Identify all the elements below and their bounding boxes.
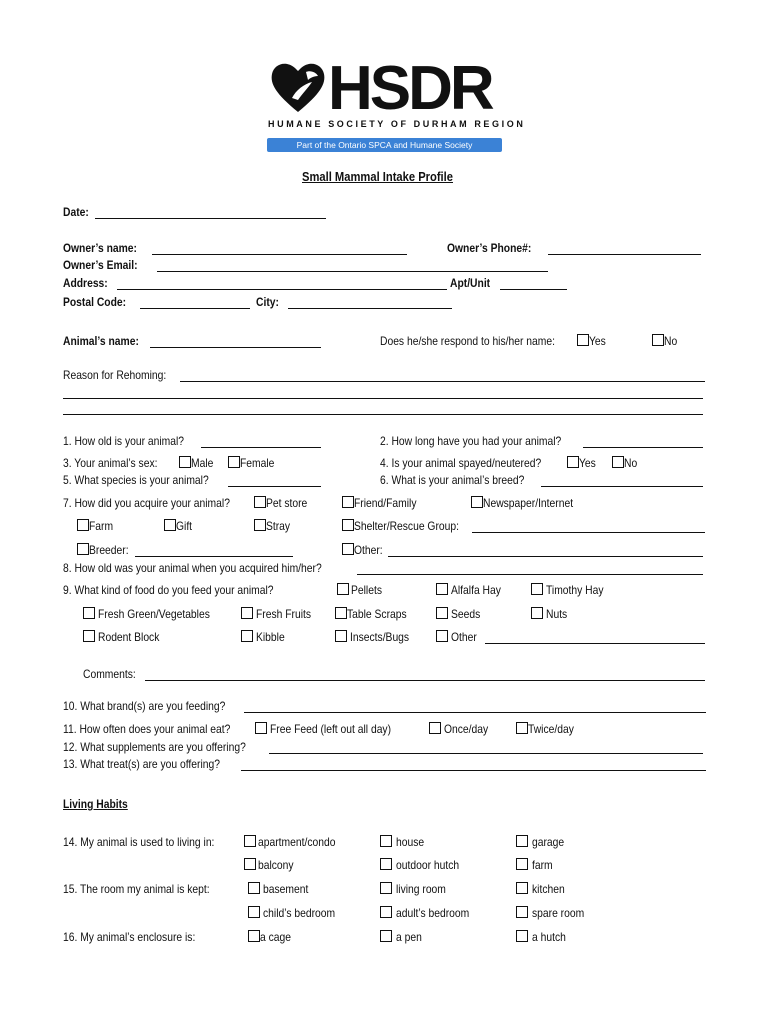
fresh-greens-label: Fresh Green/Vegetables	[98, 607, 210, 621]
q12-field[interactable]	[269, 753, 703, 754]
stray-checkbox[interactable]	[254, 519, 266, 531]
twice-day-label: Twice/day	[528, 722, 574, 736]
owner-phone-field[interactable]	[548, 254, 701, 255]
q5-label: 5. What species is your animal?	[63, 473, 209, 487]
date-field[interactable]	[95, 218, 326, 219]
q1-field[interactable]	[201, 447, 321, 448]
kitchen-checkbox[interactable]	[516, 882, 528, 894]
farm-checkbox[interactable]	[77, 519, 89, 531]
garage-checkbox[interactable]	[516, 835, 528, 847]
food-other-field[interactable]	[485, 643, 705, 644]
table-scraps-checkbox[interactable]	[335, 607, 347, 619]
seeds-checkbox[interactable]	[436, 607, 448, 619]
free-feed-checkbox[interactable]	[255, 722, 267, 734]
pellets-label: Pellets	[351, 583, 382, 597]
shelter-rescue-label: Shelter/Rescue Group:	[354, 519, 459, 533]
hsdr-heart-logo-icon	[268, 60, 328, 114]
q8-label: 8. How old was your animal when you acquired him/her?	[63, 561, 322, 575]
pellets-checkbox[interactable]	[337, 583, 349, 595]
free-feed-label: Free Feed (left out all day)	[270, 722, 392, 736]
comments-field[interactable]	[145, 680, 705, 681]
breeder-field[interactable]	[135, 556, 293, 557]
nuts-label: Nuts	[546, 607, 568, 621]
respond-question: Does he/she respond to his/her name:	[380, 334, 555, 348]
balcony-label: balcony	[258, 858, 294, 872]
q5-field[interactable]	[228, 486, 321, 487]
basement-checkbox[interactable]	[248, 882, 260, 894]
outdoor-hutch-checkbox[interactable]	[380, 858, 392, 870]
address-field[interactable]	[117, 289, 447, 290]
newspaper-internet-checkbox[interactable]	[471, 496, 483, 508]
rehoming-field-3[interactable]	[63, 414, 703, 415]
pen-label: a pen	[396, 930, 422, 944]
apartment-checkbox[interactable]	[244, 835, 256, 847]
logo-wordmark: HSDR	[328, 54, 492, 123]
owner-email-field[interactable]	[157, 271, 548, 272]
owner-phone-label: Owner’s Phone#:	[447, 241, 532, 255]
living-room-checkbox[interactable]	[380, 882, 392, 894]
q8-field[interactable]	[357, 574, 703, 575]
address-label: Address:	[63, 276, 108, 290]
spare-room-label: spare room	[532, 906, 585, 920]
once-day-label: Once/day	[444, 722, 489, 736]
alfalfa-hay-label: Alfalfa Hay	[451, 583, 501, 597]
apt-unit-label: Apt/Unit	[450, 276, 491, 290]
q1-label: 1. How old is your animal?	[63, 434, 185, 448]
house-label: house	[396, 835, 425, 849]
q12-label: 12. What supplements are you offering?	[63, 740, 246, 754]
garage-label: garage	[532, 835, 565, 849]
newspaper-internet-label: Newspaper/Internet	[483, 496, 574, 510]
logo-tagline: Part of the Ontario SPCA and Humane Society	[267, 138, 502, 152]
shelter-rescue-checkbox[interactable]	[342, 519, 354, 531]
acquire-other-checkbox[interactable]	[342, 543, 354, 555]
comments-label: Comments:	[83, 667, 136, 681]
q13-label: 13. What treat(s) are you offering?	[63, 757, 220, 771]
q13-field[interactable]	[241, 770, 706, 771]
rodent-block-checkbox[interactable]	[83, 630, 95, 642]
childs-bedroom-label: child’s bedroom	[263, 906, 336, 920]
gift-checkbox[interactable]	[164, 519, 176, 531]
q3-label: 3. Your animal’s sex:	[63, 456, 158, 470]
kitchen-label: kitchen	[532, 882, 565, 896]
q4-label: 4. Is your animal spayed/neutered?	[380, 456, 542, 470]
respond-no-checkbox[interactable]	[652, 334, 664, 346]
male-checkbox[interactable]	[179, 456, 191, 468]
q11-label: 11. How often does your animal eat?	[63, 722, 231, 736]
spayed-yes-label: Yes	[579, 456, 596, 470]
spare-room-checkbox[interactable]	[516, 906, 528, 918]
kibble-label: Kibble	[256, 630, 285, 644]
friend-family-label: Friend/Family	[354, 496, 417, 510]
male-label: Male	[191, 456, 214, 470]
alfalfa-hay-checkbox[interactable]	[436, 583, 448, 595]
gift-label: Gift	[176, 519, 193, 533]
q14-label: 14. My animal is used to living in:	[63, 835, 215, 849]
apt-unit-field[interactable]	[500, 289, 567, 290]
pen-checkbox[interactable]	[380, 930, 392, 942]
fresh-fruits-checkbox[interactable]	[241, 607, 253, 619]
owner-name-label: Owner’s name:	[63, 241, 137, 255]
q2-field[interactable]	[583, 447, 703, 448]
q15-label: 15. The room my animal is kept:	[63, 882, 210, 896]
balcony-checkbox[interactable]	[244, 858, 256, 870]
shelter-rescue-field[interactable]	[472, 532, 705, 533]
twice-day-checkbox[interactable]	[516, 722, 528, 734]
q7-label: 7. How did you acquire your animal?	[63, 496, 230, 510]
respond-yes-label: Yes	[589, 334, 606, 348]
kibble-checkbox[interactable]	[241, 630, 253, 642]
pet-store-checkbox[interactable]	[254, 496, 266, 508]
seeds-label: Seeds	[451, 607, 481, 621]
female-label: Female	[240, 456, 275, 470]
rehoming-field-2[interactable]	[63, 398, 703, 399]
house-checkbox[interactable]	[380, 835, 392, 847]
pet-store-label: Pet store	[266, 496, 308, 510]
city-field[interactable]	[288, 308, 452, 309]
friend-family-checkbox[interactable]	[342, 496, 354, 508]
q16-label: 16. My animal’s enclosure is:	[63, 930, 196, 944]
cage-label: a cage	[260, 930, 291, 944]
adults-bedroom-label: adult’s bedroom	[396, 906, 470, 920]
insects-bugs-label: Insects/Bugs	[350, 630, 410, 644]
living-habits-heading: Living Habits	[63, 797, 128, 811]
logo-organization-name: HUMANE SOCIETY OF DURHAM REGION	[268, 119, 526, 129]
stray-label: Stray	[266, 519, 291, 533]
rodent-block-label: Rodent Block	[98, 630, 160, 644]
animal-name-field[interactable]	[150, 347, 321, 348]
q2-label: 2. How long have you had your animal?	[380, 434, 562, 448]
q6-label: 6. What is your animal’s breed?	[380, 473, 525, 487]
spayed-no-checkbox[interactable]	[612, 456, 624, 468]
hutch-label: a hutch	[532, 930, 566, 944]
q9-label: 9. What kind of food do you feed your animal?	[63, 583, 274, 597]
form-title: Small Mammal Intake Profile	[302, 169, 453, 184]
childs-bedroom-checkbox[interactable]	[248, 906, 260, 918]
living-room-label: living room	[396, 882, 446, 896]
fresh-greens-checkbox[interactable]	[83, 607, 95, 619]
cage-checkbox[interactable]	[248, 930, 260, 942]
respond-no-label: No	[664, 334, 678, 348]
food-other-checkbox[interactable]	[436, 630, 448, 642]
fresh-fruits-label: Fresh Fruits	[256, 607, 312, 621]
animal-name-label: Animal’s name:	[63, 334, 139, 348]
acquire-other-field[interactable]	[388, 556, 703, 557]
timothy-hay-label: Timothy Hay	[546, 583, 604, 597]
postal-code-field[interactable]	[140, 308, 250, 309]
food-other-label: Other	[451, 630, 477, 644]
breeder-checkbox[interactable]	[77, 543, 89, 555]
rehoming-label: Reason for Rehoming:	[63, 368, 167, 382]
female-checkbox[interactable]	[228, 456, 240, 468]
spayed-no-label: No	[624, 456, 638, 470]
city-label: City:	[256, 295, 279, 309]
basement-label: basement	[263, 882, 309, 896]
insects-bugs-checkbox[interactable]	[335, 630, 347, 642]
apartment-label: apartment/condo	[258, 835, 336, 849]
farm-living-label: farm	[532, 858, 553, 872]
postal-code-label: Postal Code:	[63, 295, 127, 309]
date-label: Date:	[63, 205, 89, 219]
owner-email-label: Owner’s Email:	[63, 258, 138, 272]
farm-label: Farm	[89, 519, 114, 533]
timothy-hay-checkbox[interactable]	[531, 583, 543, 595]
hutch-checkbox[interactable]	[516, 930, 528, 942]
outdoor-hutch-label: outdoor hutch	[396, 858, 460, 872]
adults-bedroom-checkbox[interactable]	[380, 906, 392, 918]
once-day-checkbox[interactable]	[429, 722, 441, 734]
farm-living-checkbox[interactable]	[516, 858, 528, 870]
spayed-yes-checkbox[interactable]	[567, 456, 579, 468]
owner-name-field[interactable]	[152, 254, 407, 255]
respond-yes-checkbox[interactable]	[577, 334, 589, 346]
rehoming-field-1[interactable]	[180, 381, 705, 382]
breeder-label: Breeder:	[89, 543, 129, 557]
q10-label: 10. What brand(s) are you feeding?	[63, 699, 226, 713]
acquire-other-label: Other:	[354, 543, 383, 557]
nuts-checkbox[interactable]	[531, 607, 543, 619]
q10-field[interactable]	[244, 712, 706, 713]
q6-field[interactable]	[541, 486, 703, 487]
table-scraps-label: Table Scraps	[347, 607, 407, 621]
